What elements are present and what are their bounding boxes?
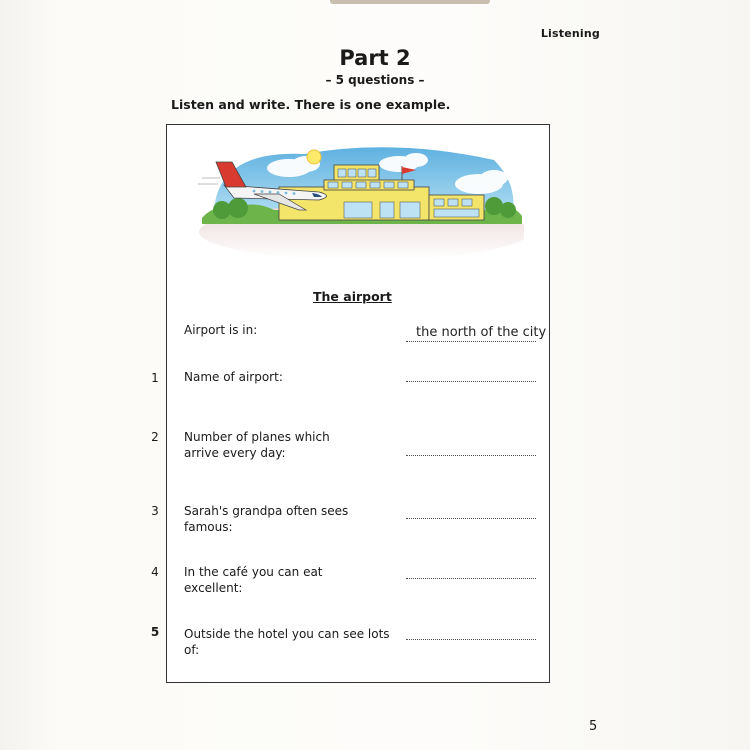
question-number: 3 [151,504,159,518]
part-subtitle: – 5 questions – [325,73,425,87]
question-number: 1 [151,371,159,385]
example-answer-line [406,341,536,342]
answer-line[interactable] [406,455,536,456]
answer-line[interactable] [406,381,536,382]
question-label: Number of planes which arrive every day: [184,430,330,460]
answer-line[interactable] [406,578,536,579]
example-label: Airport is in: [184,323,258,337]
form-title: The airport [313,289,392,304]
question-number: 4 [151,565,159,579]
question-label: Outside the hotel you can see lots of: [184,627,390,657]
instruction-text: Listen and write. There is one example. [171,97,451,112]
answer-line[interactable] [406,639,536,640]
page-number: 5 [589,719,598,734]
example-answer: the north of the city [416,325,547,340]
question-label: In the café you can eat excellent: [184,565,323,595]
question-number: 2 [151,430,159,444]
question-number: 5 [150,625,160,639]
question-label: Sarah's grandpa often sees famous: [184,504,349,534]
question-label: Name of airport: [184,370,283,384]
answer-line[interactable] [406,518,536,519]
binding-strip [330,0,490,4]
airport-illustration [194,140,524,270]
sun [307,150,321,164]
section-label: Listening [540,27,600,40]
part-title: Part 2 [339,46,411,70]
